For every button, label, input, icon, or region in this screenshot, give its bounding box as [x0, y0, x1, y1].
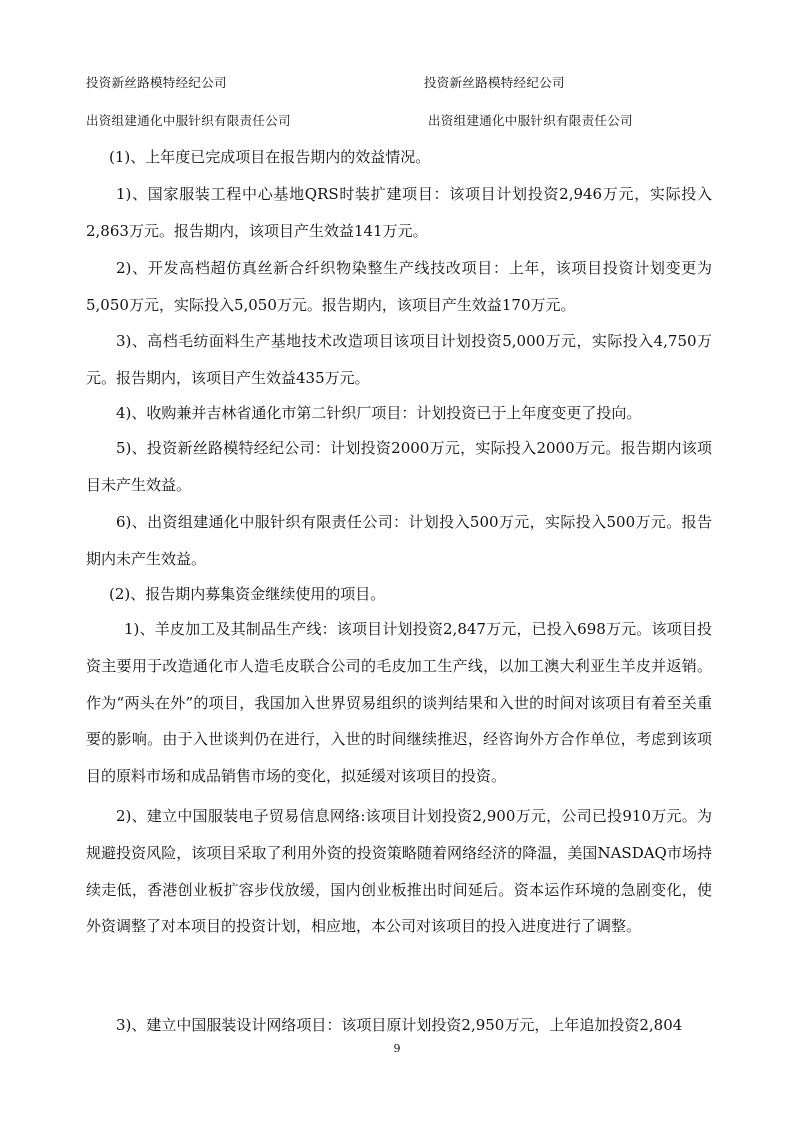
paragraph-item-1-3: 3)、高档毛纺面料生产基地技术改造项目该项目计划投资5,000万元，实际投入4,750万元。报告期内，该项目产生效益435万元。	[86, 332, 712, 387]
header-right-line-2: 出资组建通化中服针织有限责任公司	[428, 113, 633, 128]
paragraph-item-2-2: 2)、建立中国服装电子贸易信息网络:该项目计划投资2,900万元，公司已投910万元。为规避投资风险，该项目采取了利用外资的投资策略随着网络经济的降温，美国NASDAQ市场持续走低，香港创业板扩容步伐放缓，国内创业板推出时间延后。资本运作环境的急剧变化，使外资调整了对本项目的投资计划，相应地，本公司对该项目的投入进度进行了调整。	[86, 807, 712, 936]
section-heading-1: (1)、上年度已完成项目在报告期内的效益情况。	[109, 148, 431, 166]
paragraph-item-2-1: 1)、羊皮加工及其制品生产线：该项目计划投资2,847万元，已投入698万元。该项目投资主要用于改造通化市人造毛皮联合公司的毛皮加工生产线，以加工澳大利亚生羊皮并返销。作为“两头在外”的项目，我国加入世界贸易组织的谈判结果和入世的时间对该项目有着至关重要的影响。由于入世谈判仍在进行，入世的时间继续推迟，经咨询外方合作单位，考虑到该项目的原料市场和成品销售市场的变化，拟延缓对该项目的投资。	[86, 620, 712, 786]
paragraph-item-1-2: 2)、开发高档超仿真丝新合纤织物染整生产线技改项目：上年，该项目投资计划变更为5,050万元，实际投入5,050万元。报告期内，该项目产生效益170万元。	[86, 259, 712, 314]
header-left-line-2: 出资组建通化中服针织有限责任公司	[86, 113, 291, 128]
paragraph-item-1-1: 1)、国家服装工程中心基地QRS时装扩建项目：该项目计划投资2,946万元，实际投入2,863万元。报告期内，该项目产生效益141万元。	[86, 185, 712, 240]
header-left-line-1: 投资新丝路模特经纪公司	[86, 75, 227, 90]
page-number: 9	[393, 1042, 401, 1055]
paragraph-item-1-5: 5)、投资新丝路模特经纪公司：计划投资2000万元，实际投入2000万元。报告期内该项目未产生效益。	[86, 439, 712, 494]
paragraph-item-1-4: 4)、收购兼并吉林省通化市第二针织厂项目：计划投资已于上年度变更了投向。	[116, 404, 642, 422]
header-right-line-1: 投资新丝路模特经纪公司	[424, 75, 565, 90]
section-heading-2: (2)、报告期内募集资金继续使用的项目。	[109, 585, 386, 603]
paragraph-item-2-3: 3)、建立中国服装设计网络项目：该项目原计划投资2,950万元，上年追加投资2,804	[116, 1016, 683, 1034]
paragraph-item-1-6: 6)、出资组建通化中服针织有限责任公司：计划投入500万元，实际投入500万元。报告期内未产生效益。	[86, 513, 712, 568]
